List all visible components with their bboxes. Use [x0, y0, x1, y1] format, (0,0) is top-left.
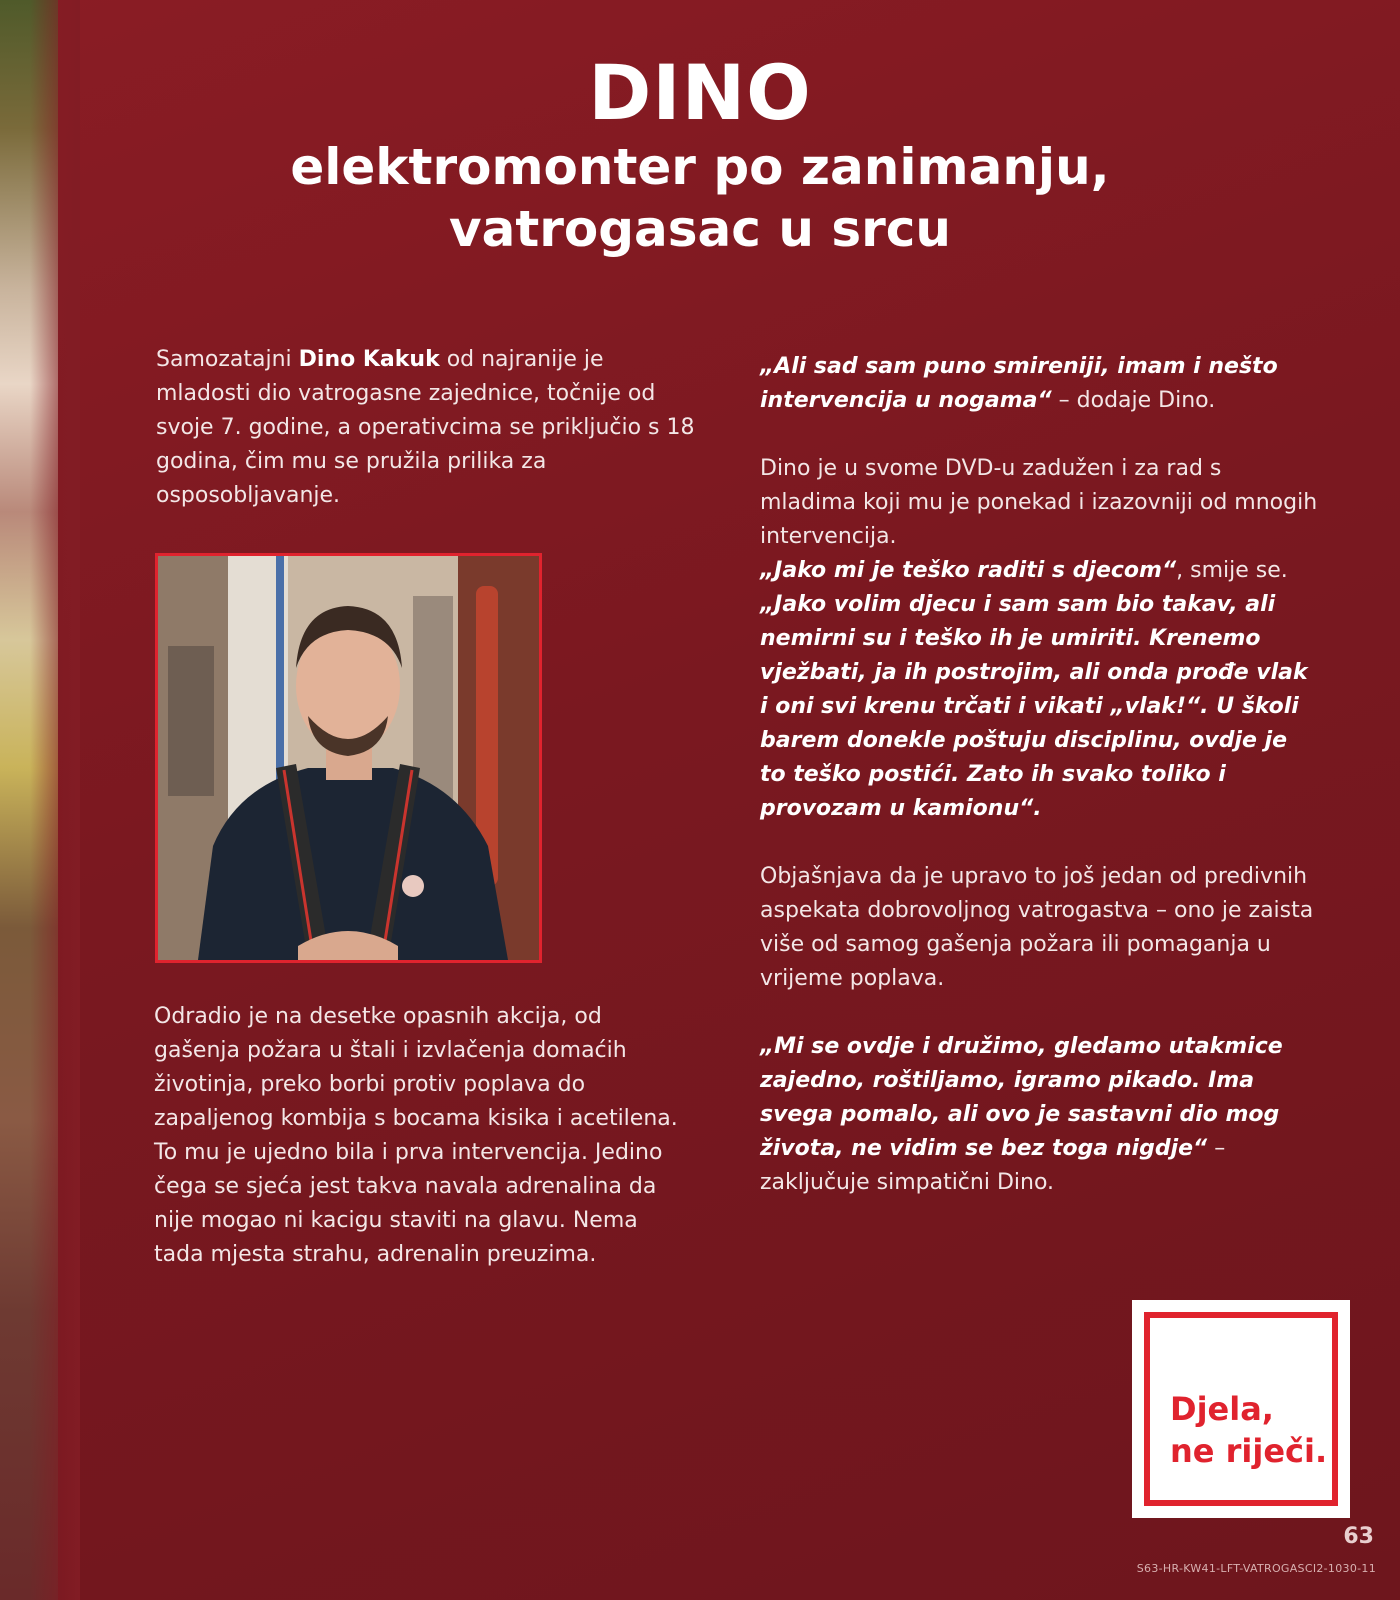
badge-line-1: Djela,: [1170, 1390, 1274, 1428]
right-paragraph-4: [760, 1030, 1320, 1200]
page-title: DINO: [588, 48, 812, 137]
right-paragraph-1: [760, 350, 1320, 418]
quote-3: „Jako volim djecu i sam sam bio takav, ali nemirni su i teško ih je umiriti. Krenemo vježbati, ja ih postrojim, ali onda prođe vlak i oni svi krenu trčati i vikati „vlak!“. U školi barem donekle poštuju disciplinu, ovdje je to teško postići. Zato ih svako toliko i provozam u kamionu“.: [760, 592, 1308, 821]
right-paragraph-2: [760, 452, 1320, 826]
intro-text-pre: Samozatajni: [156, 347, 299, 372]
badge-line-2: ne riječi.: [1170, 1432, 1328, 1470]
quote-4-tail: – zaključuje simpatični Dino.: [760, 1136, 1226, 1195]
left-lower-paragraph: Odradio je na desetke opasnih akcija, od gašenja požara u štali i izvlačenja domaćih životinja, preko borbi protiv poplava do zapaljenog kombija s bocama kisika i acetilena. To mu je ujedno bila i prva intervencija. Jedino čega se sjeća jest takva navala adrenalina da nije mogao ni kacigu staviti na glavu. Nema tada mjesta strahu, adrenalin preuzima.: [154, 1004, 678, 1267]
intro-paragraph: [156, 343, 696, 513]
djela-ne-rijeci-badge: [1132, 1300, 1350, 1518]
portrait-photo: [155, 553, 542, 963]
intro-name-bold: Dino Kakuk: [298, 347, 440, 372]
title-block: [0, 50, 1400, 260]
intro-text-post: od najranije je mladosti dio vatrogasne zajednice, točnije od svoje 7. godine, a operativcima se priključio s 18 godina, čim mu se pružila prilika za osposobljavanje.: [156, 347, 695, 508]
quote-2-tail: , smije se.: [1176, 558, 1288, 583]
page-number: 63: [1343, 1524, 1374, 1549]
quote-1: „Ali sad sam puno smireniji, imam i nešto intervencija u nogama“: [760, 354, 1278, 413]
subtitle-line-2: vatrogasac u srcu: [449, 200, 951, 258]
document-code: S63-HR-KW41-LFT-VATROGASCI2-1030-11: [1136, 1562, 1376, 1575]
right-p2-text: Dino je u svome DVD-u zadužen i za rad s mladima koji mu je ponekad i izazovniji od mnogih intervencija.: [760, 456, 1318, 549]
right-column: [760, 350, 1320, 1234]
right-paragraph-3: Objašnjava da je upravo to još jedan od predivnih aspekata dobrovoljnog vatrogastva – ono je zaista više od samog gašenja požara ili pomaganja u vrijeme poplava.: [760, 864, 1314, 991]
quote-1-tail: – dodaje Dino.: [1051, 388, 1216, 413]
portrait-illustration: [158, 556, 539, 960]
subtitle-line-1: elektromonter po zanimanju,: [290, 138, 1110, 196]
badge-red-frame: [1144, 1312, 1338, 1506]
quote-2: „Jako mi je teško raditi s djecom“: [760, 558, 1177, 583]
quote-4: „Mi se ovdje i družimo, gledamo utakmice zajedno, roštiljamo, igramo pikado. Ima svega pomalo, ali ovo je sastavni dio mog života, ne vidim se bez toga nigdje“: [760, 1034, 1283, 1161]
